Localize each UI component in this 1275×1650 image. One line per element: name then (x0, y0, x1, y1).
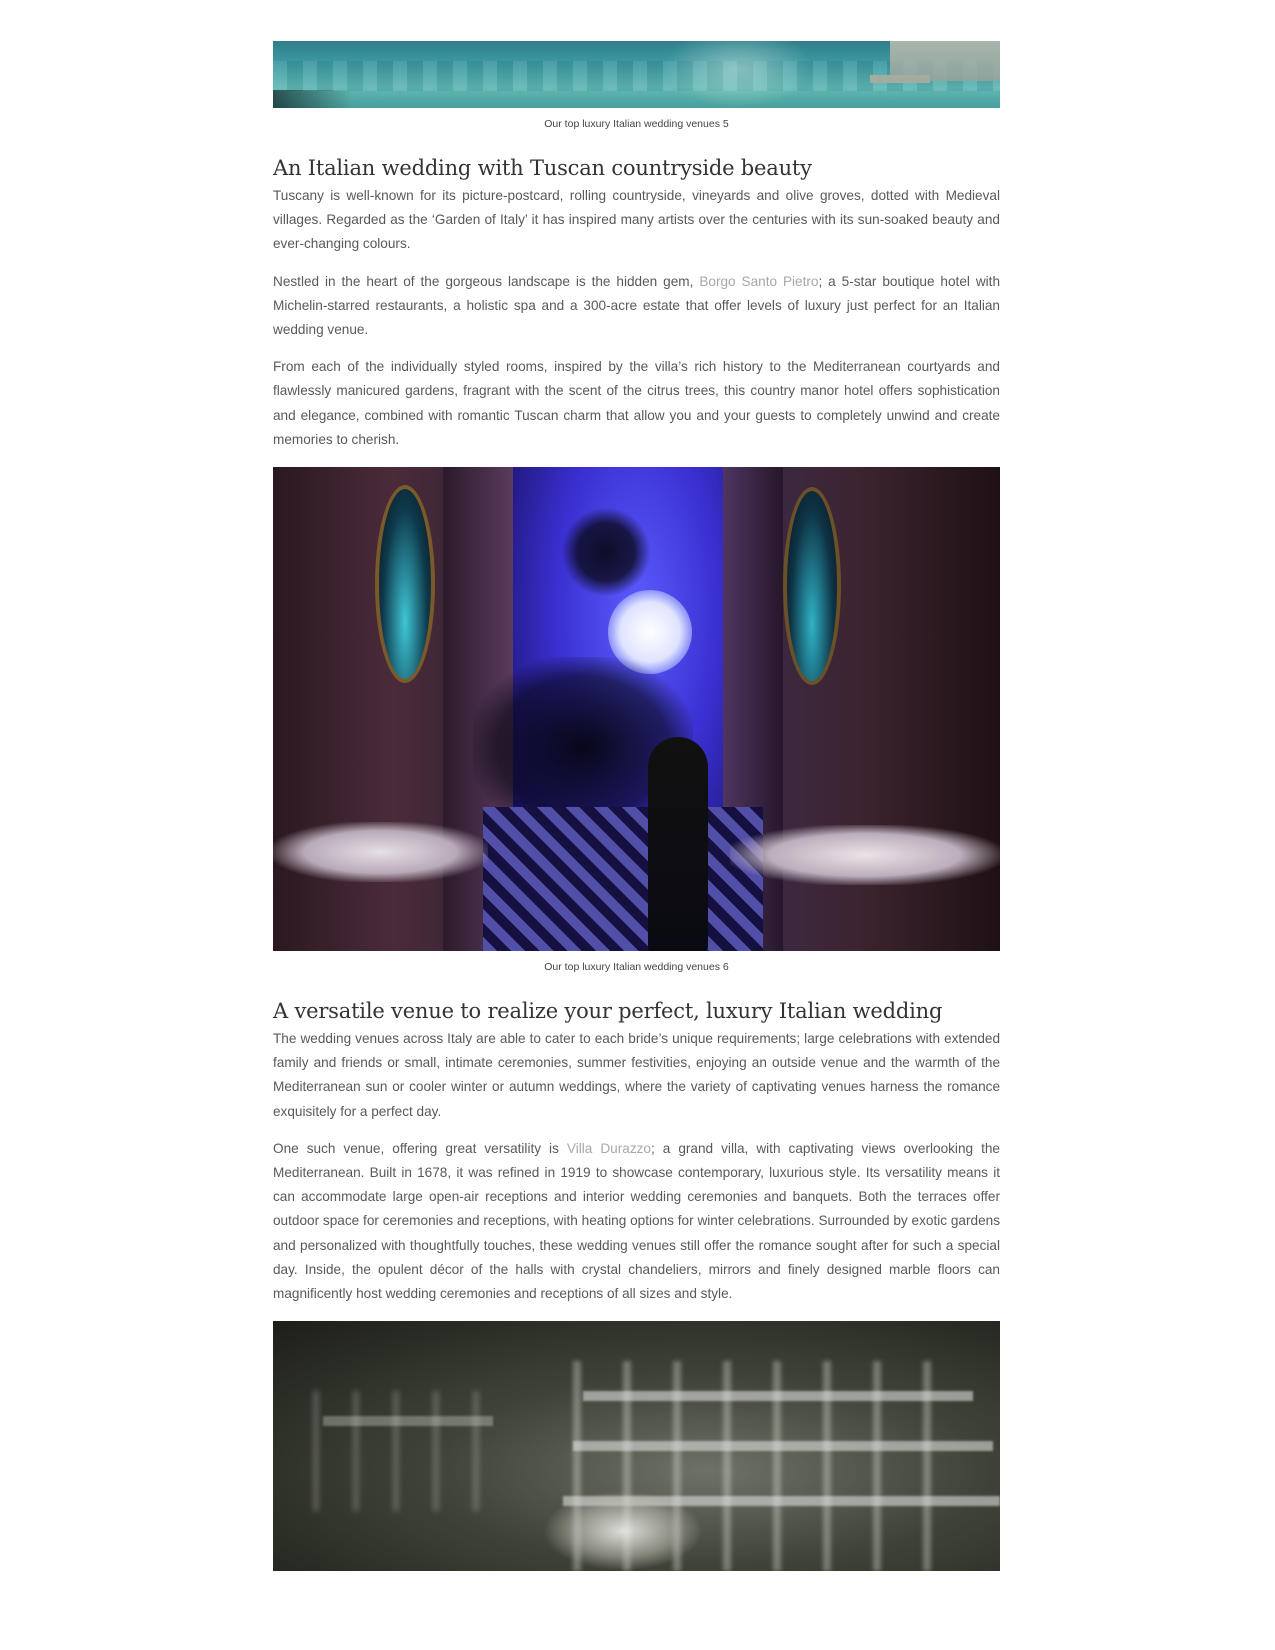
section-heading-versatile: A versatile venue to realize your perfect, luxury Italian wedding (273, 999, 943, 1024)
paragraph: One such venue, offering great versatility is Villa Durazzo; a grand villa, with captivating views overlooking the Mediterranean. Built in 1678, it was refined in 1919 to showcase contemporary, luxurious style. Its versatility means it can accommodate large open-air receptions and interior wedding ceremonies and banquets. Both the terraces offer outdoor space for ceremonies and receptions, with heating options for winter celebrations. Surrounded by exotic gardens and personalized with thoughtfully touches, these wedding venues still offer the romance sought after for such a special day. Inside, the opulent décor of the halls with crystal chandeliers, mirrors and finely designed marble floors can magnificently host wedding ceremonies and receptions of all sizes and style. (273, 1140, 1000, 1302)
section-heading-tuscany: An Italian wedding with Tuscan countryside beauty (273, 156, 812, 180)
pool-photo (273, 41, 1000, 108)
figure-pool (273, 41, 1000, 132)
concert-photo (273, 467, 1000, 951)
link-villa-durazzo[interactable]: Villa Durazzo (566, 1140, 651, 1156)
figure-chairs (273, 1321, 1000, 1571)
link-borgo-santo-pietro[interactable]: Borgo Santo Pietro (699, 273, 819, 289)
image-caption: Our top luxury Italian wedding venues 6 (544, 961, 729, 974)
image-caption: Our top luxury Italian wedding venues 5 (544, 118, 729, 130)
paragraph: From each of the individually styled rooms, inspired by the villa’s rich history to the Mediterranean courtyards and flawlessly manicured gardens, fragrant with the scent of the citrus trees, this country manor hotel offers sophistication and elegance, combined with romantic Tuscan charm that allow you and your guests to completely unwind and create memories to cherish. (273, 359, 1000, 447)
paragraph: The wedding venues across Italy are able to cater to each bride’s unique requirements; large celebrations with extended family and friends or small, intimate ceremonies, summer festivities, enjoying an outside venue and the warmth of the Mediterranean sun or cooler winter or autumn weddings, where the variety of captivating venues harness the romance exquisitely for a perfect day. (273, 1031, 1000, 1119)
article-body (273, 0, 1000, 1571)
figure-concert (273, 467, 1000, 975)
paragraph: Nestled in the heart of the gorgeous landscape is the hidden gem, Borgo Santo Pietro; a 5-star boutique hotel with Michelin-starred restaurants, a holistic spa and a 300-acre estate that offer levels of luxury just perfect for an Italian wedding venue. (273, 273, 1001, 338)
chairs-photo (273, 1321, 1000, 1571)
paragraph: Tuscany is well-known for its picture-postcard, rolling countryside, vineyards and olive groves, dotted with Medieval villages. Regarded as the ‘Garden of Italy’ it has inspired many artists over the centuries with its sun-soaked beauty and ever-changing colours. (273, 188, 1000, 252)
